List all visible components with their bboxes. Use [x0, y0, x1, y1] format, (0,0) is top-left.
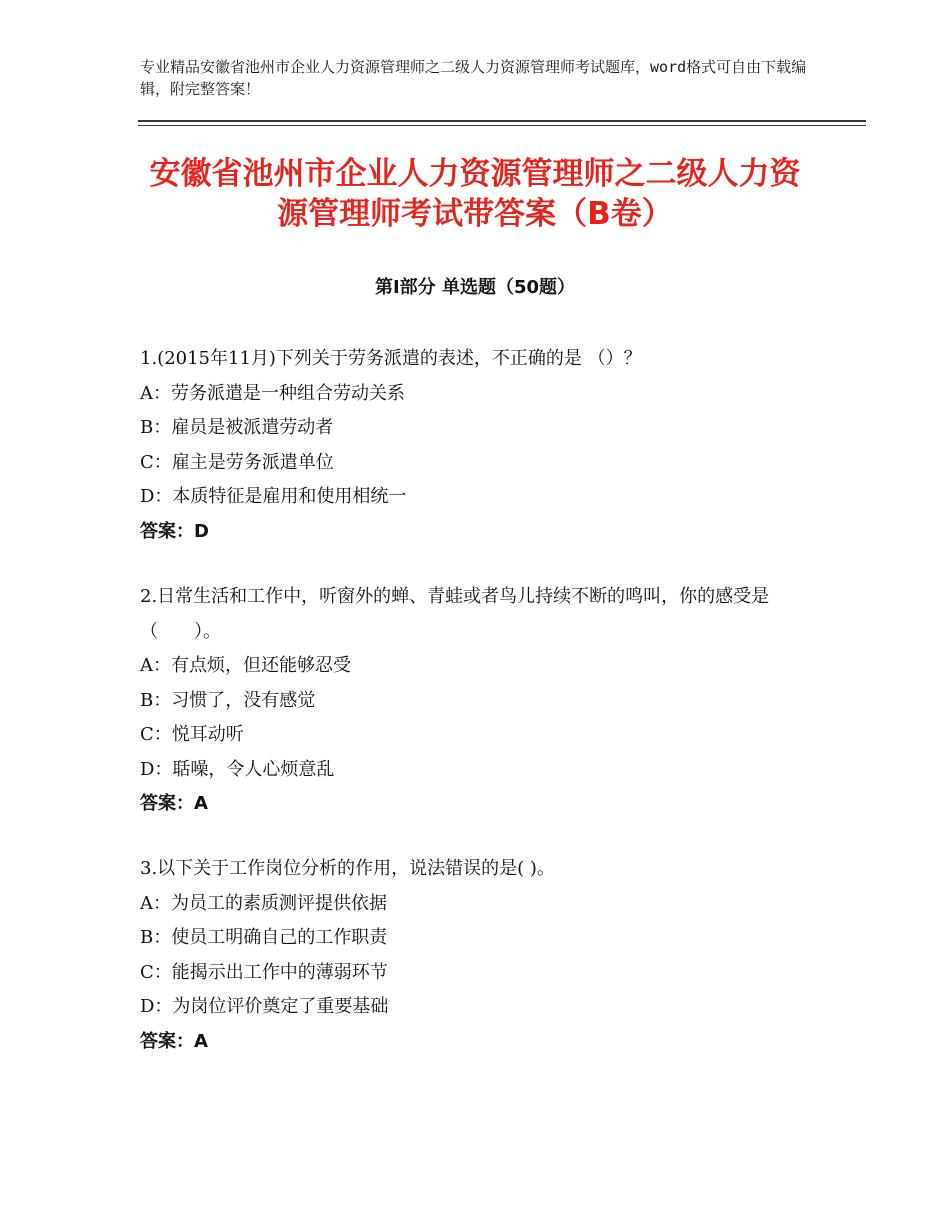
question-2: [140, 580, 820, 822]
option-d: D：为岗位评价奠定了重要基础: [140, 996, 389, 1017]
document-title: 安徽省池州市企业人力资源管理师之二级人力资源管理师考试带答案（B卷）: [149, 156, 801, 232]
option-b: B：习惯了，没有感觉: [140, 689, 316, 711]
option-c: C：能揭示出工作中的薄弱环节: [140, 961, 388, 983]
option-c: C：悦耳动听: [140, 724, 244, 745]
option-b: B：雇员是被派遣劳动者: [140, 417, 334, 438]
option-c: C：雇主是劳务派遣单位: [140, 451, 334, 473]
header-divider-thin: [138, 125, 866, 126]
answer: 答案：D: [140, 520, 209, 542]
option-a: A：有点烦，但还能够忍受: [140, 655, 351, 676]
question-1: [140, 342, 820, 549]
option-b: B：使员工明确自己的工作职责: [140, 927, 388, 948]
question-3: [140, 852, 820, 1059]
answer: 答案：A: [140, 1030, 208, 1052]
option-d: D：本质特征是雇用和使用相统一: [140, 486, 407, 507]
answer: 答案：A: [140, 793, 208, 814]
option-d: D：聒噪，令人心烦意乱: [140, 758, 335, 780]
option-a: A：为员工的素质测评提供依据: [140, 892, 387, 914]
header-divider-thick: [138, 120, 866, 122]
question-stem: 3.以下关于工作岗位分析的作用，说法错误的是( )。: [140, 858, 555, 879]
header-note: 专业精品安徽省池州市企业人力资源管理师之二级人力资源管理师考试题库，word格式可自由下载编辑，附完整答案！: [140, 58, 807, 98]
question-stem: 1.(2015年11月)下列关于劳务派遣的表述，不正确的是 （）？: [140, 348, 642, 369]
option-a: A：劳务派遣是一种组合劳动关系: [140, 382, 405, 404]
question-stem: 2.日常生活和工作中，听窗外的蝉、青蛙或者鸟儿持续不断的鸣叫，你的感受是（ ）。: [140, 586, 770, 642]
section-title: 第Ⅰ部分 单选题（50题）: [374, 277, 575, 298]
